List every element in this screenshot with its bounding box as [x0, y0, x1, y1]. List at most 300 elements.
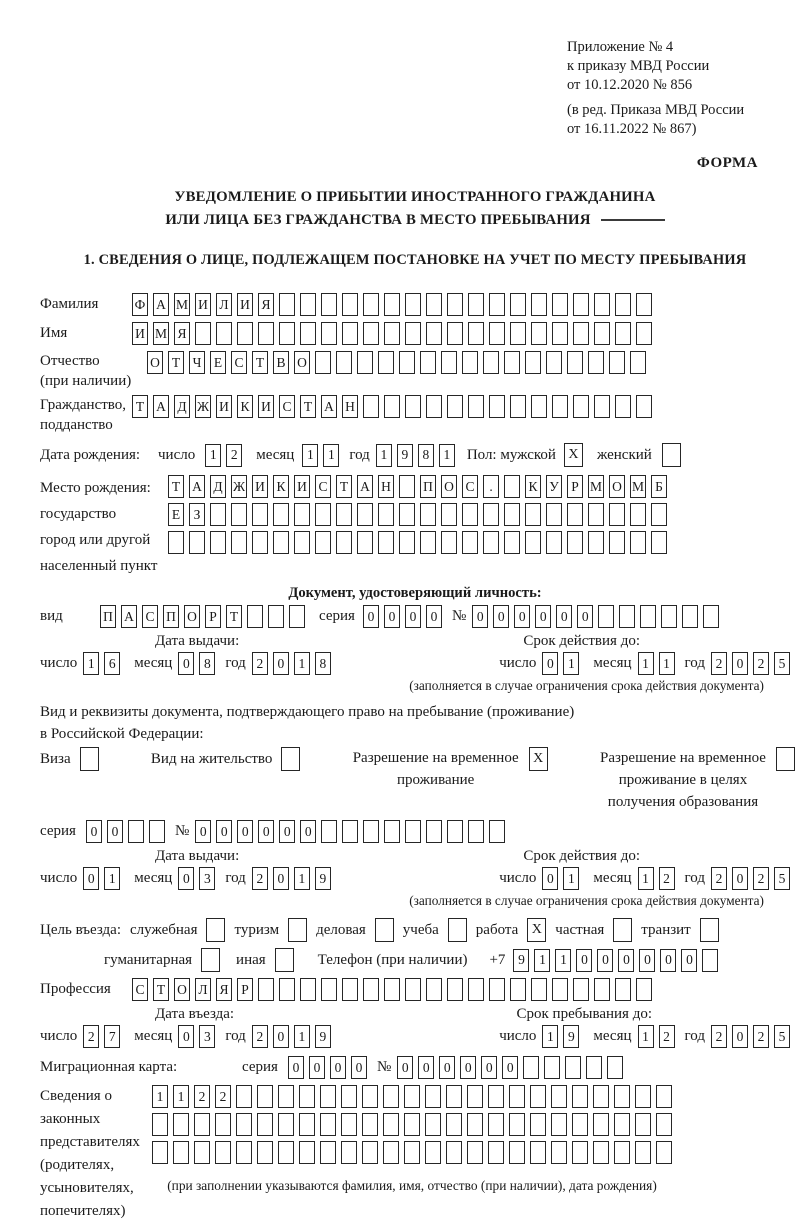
char-box[interactable]: [573, 322, 589, 345]
char-box[interactable]: [279, 322, 295, 345]
char-box[interactable]: 1: [83, 652, 99, 675]
char-box[interactable]: 9: [315, 1025, 331, 1048]
char-box[interactable]: Д: [174, 395, 190, 418]
char-box[interactable]: 0: [493, 605, 509, 628]
char-box[interactable]: [405, 978, 421, 1001]
char-box[interactable]: [488, 1141, 504, 1164]
char-box[interactable]: [567, 531, 583, 554]
char-box[interactable]: [446, 1141, 462, 1164]
char-box[interactable]: [405, 322, 421, 345]
char-box[interactable]: 1: [302, 444, 318, 467]
char-box[interactable]: Р: [567, 475, 583, 498]
char-box[interactable]: [252, 531, 268, 554]
char-box[interactable]: [384, 395, 400, 418]
char-box[interactable]: 0: [639, 949, 655, 972]
char-box[interactable]: [598, 605, 614, 628]
char-box[interactable]: [572, 1141, 588, 1164]
char-box[interactable]: [467, 1113, 483, 1136]
char-box[interactable]: [462, 351, 478, 374]
char-box[interactable]: [509, 1141, 525, 1164]
char-box[interactable]: 1: [439, 444, 455, 467]
char-box[interactable]: 2: [711, 867, 727, 890]
char-box[interactable]: [531, 322, 547, 345]
char-box[interactable]: [447, 820, 463, 843]
char-box[interactable]: [425, 1085, 441, 1108]
char-box[interactable]: И: [258, 395, 274, 418]
char-box[interactable]: [510, 978, 526, 1001]
char-box[interactable]: 0: [83, 867, 99, 890]
char-box[interactable]: [446, 1113, 462, 1136]
char-box[interactable]: А: [153, 293, 169, 316]
purpose-transit-checkbox[interactable]: [700, 918, 719, 942]
char-box[interactable]: [362, 1085, 378, 1108]
char-box[interactable]: [384, 293, 400, 316]
char-box[interactable]: [630, 503, 646, 526]
char-box[interactable]: И: [195, 293, 211, 316]
char-box[interactable]: 0: [86, 820, 102, 843]
purpose-tourism-checkbox[interactable]: [288, 918, 307, 942]
char-box[interactable]: С: [231, 351, 247, 374]
char-box[interactable]: 0: [363, 605, 379, 628]
char-box[interactable]: 2: [753, 652, 769, 675]
char-box[interactable]: 0: [330, 1056, 346, 1079]
char-box[interactable]: 0: [542, 652, 558, 675]
char-box[interactable]: 2: [659, 867, 675, 890]
char-box[interactable]: [384, 978, 400, 1001]
char-box[interactable]: 0: [514, 605, 530, 628]
char-box[interactable]: Т: [168, 351, 184, 374]
char-box[interactable]: М: [630, 475, 646, 498]
char-box[interactable]: И: [216, 395, 232, 418]
char-box[interactable]: [336, 503, 352, 526]
char-box[interactable]: М: [174, 293, 190, 316]
char-box[interactable]: 3: [199, 867, 215, 890]
char-box[interactable]: [362, 1141, 378, 1164]
char-box[interactable]: 1: [104, 867, 120, 890]
char-box[interactable]: [173, 1113, 189, 1136]
char-box[interactable]: [565, 1056, 581, 1079]
char-box[interactable]: [530, 1141, 546, 1164]
char-box[interactable]: О: [441, 475, 457, 498]
char-box[interactable]: 0: [472, 605, 488, 628]
char-box[interactable]: [300, 978, 316, 1001]
char-box[interactable]: [447, 322, 463, 345]
char-box[interactable]: [531, 978, 547, 1001]
char-box[interactable]: [321, 820, 337, 843]
char-box[interactable]: 2: [215, 1085, 231, 1108]
char-box[interactable]: [321, 978, 337, 1001]
char-box[interactable]: [509, 1085, 525, 1108]
char-box[interactable]: [544, 1056, 560, 1079]
char-box[interactable]: 0: [577, 605, 593, 628]
char-box[interactable]: 0: [502, 1056, 518, 1079]
sex-male-checkbox[interactable]: X: [564, 443, 583, 467]
char-box[interactable]: [483, 531, 499, 554]
char-box[interactable]: [441, 531, 457, 554]
char-box[interactable]: 1: [152, 1085, 168, 1108]
char-box[interactable]: 2: [194, 1085, 210, 1108]
char-box[interactable]: [489, 293, 505, 316]
char-box[interactable]: 0: [195, 820, 211, 843]
char-box[interactable]: И: [294, 475, 310, 498]
char-box[interactable]: [236, 1141, 252, 1164]
char-box[interactable]: 2: [252, 652, 268, 675]
char-box[interactable]: Т: [132, 395, 148, 418]
char-box[interactable]: [468, 293, 484, 316]
char-box[interactable]: [363, 395, 379, 418]
char-box[interactable]: Я: [216, 978, 232, 1001]
char-box[interactable]: 2: [659, 1025, 675, 1048]
char-box[interactable]: [615, 322, 631, 345]
char-box[interactable]: [614, 1113, 630, 1136]
char-box[interactable]: 0: [300, 820, 316, 843]
char-box[interactable]: [237, 322, 253, 345]
sex-female-checkbox[interactable]: [662, 443, 681, 467]
char-box[interactable]: 2: [753, 1025, 769, 1048]
char-box[interactable]: [607, 1056, 623, 1079]
char-box[interactable]: [258, 322, 274, 345]
char-box[interactable]: [656, 1141, 672, 1164]
char-box[interactable]: [384, 820, 400, 843]
char-box[interactable]: 0: [258, 820, 274, 843]
char-box[interactable]: [635, 1085, 651, 1108]
char-box[interactable]: 0: [597, 949, 613, 972]
char-box[interactable]: У: [546, 475, 562, 498]
char-box[interactable]: [468, 820, 484, 843]
char-box[interactable]: 1: [173, 1085, 189, 1108]
char-box[interactable]: [216, 322, 232, 345]
char-box[interactable]: [320, 1113, 336, 1136]
char-box[interactable]: 0: [351, 1056, 367, 1079]
char-box[interactable]: Л: [216, 293, 232, 316]
char-box[interactable]: [635, 1141, 651, 1164]
purpose-work-checkbox[interactable]: X: [527, 918, 546, 942]
char-box[interactable]: 0: [535, 605, 551, 628]
char-box[interactable]: [504, 351, 520, 374]
char-box[interactable]: [552, 395, 568, 418]
char-box[interactable]: 2: [252, 867, 268, 890]
char-box[interactable]: [682, 605, 698, 628]
char-box[interactable]: [525, 503, 541, 526]
purpose-official-checkbox[interactable]: [206, 918, 225, 942]
char-box[interactable]: О: [184, 605, 200, 628]
char-box[interactable]: [258, 978, 274, 1001]
char-box[interactable]: [630, 351, 646, 374]
char-box[interactable]: [300, 322, 316, 345]
char-box[interactable]: А: [189, 475, 205, 498]
char-box[interactable]: [483, 351, 499, 374]
char-box[interactable]: [567, 503, 583, 526]
char-box[interactable]: Н: [342, 395, 358, 418]
char-box[interactable]: [252, 503, 268, 526]
char-box[interactable]: [504, 475, 520, 498]
char-box[interactable]: 0: [732, 1025, 748, 1048]
char-box[interactable]: [149, 820, 165, 843]
char-box[interactable]: [404, 1141, 420, 1164]
char-box[interactable]: 0: [178, 652, 194, 675]
char-box[interactable]: [552, 978, 568, 1001]
char-box[interactable]: [462, 503, 478, 526]
char-box[interactable]: [567, 351, 583, 374]
char-box[interactable]: [315, 503, 331, 526]
char-box[interactable]: [441, 351, 457, 374]
char-box[interactable]: [483, 503, 499, 526]
char-box[interactable]: [593, 1085, 609, 1108]
char-box[interactable]: [489, 395, 505, 418]
char-box[interactable]: 1: [294, 652, 310, 675]
purpose-private-checkbox[interactable]: [613, 918, 632, 942]
char-box[interactable]: [299, 1113, 315, 1136]
char-box[interactable]: [362, 1113, 378, 1136]
char-box[interactable]: 0: [216, 820, 232, 843]
char-box[interactable]: [551, 1085, 567, 1108]
char-box[interactable]: 1: [563, 652, 579, 675]
char-box[interactable]: Т: [336, 475, 352, 498]
char-box[interactable]: М: [588, 475, 604, 498]
char-box[interactable]: [661, 605, 677, 628]
char-box[interactable]: [173, 1141, 189, 1164]
char-box[interactable]: 1: [638, 1025, 654, 1048]
char-box[interactable]: М: [153, 322, 169, 345]
char-box[interactable]: [321, 322, 337, 345]
char-box[interactable]: С: [279, 395, 295, 418]
char-box[interactable]: [546, 351, 562, 374]
char-box[interactable]: 0: [660, 949, 676, 972]
char-box[interactable]: [405, 395, 421, 418]
char-box[interactable]: [279, 293, 295, 316]
char-box[interactable]: [552, 293, 568, 316]
char-box[interactable]: А: [357, 475, 373, 498]
char-box[interactable]: [615, 293, 631, 316]
char-box[interactable]: [619, 605, 635, 628]
char-box[interactable]: Д: [210, 475, 226, 498]
char-box[interactable]: Т: [168, 475, 184, 498]
char-box[interactable]: [399, 503, 415, 526]
purpose-study-checkbox[interactable]: [448, 918, 467, 942]
purpose-other-checkbox[interactable]: [275, 948, 294, 972]
char-box[interactable]: П: [100, 605, 116, 628]
char-box[interactable]: 0: [384, 605, 400, 628]
char-box[interactable]: Е: [210, 351, 226, 374]
char-box[interactable]: З: [189, 503, 205, 526]
char-box[interactable]: 5: [774, 652, 790, 675]
char-box[interactable]: [341, 1141, 357, 1164]
char-box[interactable]: [636, 322, 652, 345]
char-box[interactable]: [426, 293, 442, 316]
char-box[interactable]: [357, 531, 373, 554]
char-box[interactable]: [342, 322, 358, 345]
char-box[interactable]: [194, 1113, 210, 1136]
char-box[interactable]: [420, 503, 436, 526]
char-box[interactable]: [630, 531, 646, 554]
char-box[interactable]: [342, 820, 358, 843]
char-box[interactable]: 8: [315, 652, 331, 675]
char-box[interactable]: О: [147, 351, 163, 374]
char-box[interactable]: [363, 978, 379, 1001]
char-box[interactable]: [702, 949, 718, 972]
char-box[interactable]: [588, 503, 604, 526]
char-box[interactable]: [656, 1113, 672, 1136]
char-box[interactable]: [341, 1085, 357, 1108]
char-box[interactable]: [236, 1085, 252, 1108]
char-box[interactable]: [425, 1141, 441, 1164]
char-box[interactable]: [363, 293, 379, 316]
char-box[interactable]: 0: [439, 1056, 455, 1079]
char-box[interactable]: П: [420, 475, 436, 498]
char-box[interactable]: [468, 322, 484, 345]
char-box[interactable]: [257, 1085, 273, 1108]
char-box[interactable]: 0: [279, 820, 295, 843]
char-box[interactable]: [588, 531, 604, 554]
char-box[interactable]: Ж: [231, 475, 247, 498]
visa-checkbox[interactable]: [80, 747, 99, 771]
char-box[interactable]: 9: [315, 867, 331, 890]
char-box[interactable]: [426, 395, 442, 418]
char-box[interactable]: 0: [405, 605, 421, 628]
char-box[interactable]: [299, 1085, 315, 1108]
char-box[interactable]: [378, 531, 394, 554]
char-box[interactable]: 2: [226, 444, 242, 467]
char-box[interactable]: [510, 322, 526, 345]
char-box[interactable]: [399, 351, 415, 374]
char-box[interactable]: [467, 1141, 483, 1164]
char-box[interactable]: 1: [563, 867, 579, 890]
char-box[interactable]: [357, 503, 373, 526]
char-box[interactable]: [593, 1113, 609, 1136]
char-box[interactable]: [530, 1113, 546, 1136]
char-box[interactable]: [195, 322, 211, 345]
char-box[interactable]: [489, 322, 505, 345]
char-box[interactable]: [468, 978, 484, 1001]
char-box[interactable]: [609, 351, 625, 374]
char-box[interactable]: Р: [237, 978, 253, 1001]
char-box[interactable]: А: [153, 395, 169, 418]
char-box[interactable]: 9: [563, 1025, 579, 1048]
char-box[interactable]: [510, 293, 526, 316]
char-box[interactable]: Б: [651, 475, 667, 498]
char-box[interactable]: [468, 395, 484, 418]
char-box[interactable]: [640, 605, 656, 628]
char-box[interactable]: [342, 293, 358, 316]
char-box[interactable]: [509, 1113, 525, 1136]
char-box[interactable]: [651, 503, 667, 526]
char-box[interactable]: [635, 1113, 651, 1136]
char-box[interactable]: [378, 351, 394, 374]
char-box[interactable]: [594, 978, 610, 1001]
char-box[interactable]: [426, 978, 442, 1001]
char-box[interactable]: [609, 531, 625, 554]
char-box[interactable]: 2: [711, 652, 727, 675]
char-box[interactable]: К: [237, 395, 253, 418]
char-box[interactable]: Т: [252, 351, 268, 374]
char-box[interactable]: [594, 293, 610, 316]
char-box[interactable]: 0: [481, 1056, 497, 1079]
char-box[interactable]: 1: [555, 949, 571, 972]
char-box[interactable]: [551, 1113, 567, 1136]
char-box[interactable]: Т: [153, 978, 169, 1001]
char-box[interactable]: 0: [418, 1056, 434, 1079]
char-box[interactable]: [128, 820, 144, 843]
char-box[interactable]: [342, 978, 358, 1001]
char-box[interactable]: [573, 978, 589, 1001]
char-box[interactable]: [300, 293, 316, 316]
char-box[interactable]: 1: [205, 444, 221, 467]
char-box[interactable]: 0: [732, 867, 748, 890]
char-box[interactable]: [525, 351, 541, 374]
purpose-humanitarian-checkbox[interactable]: [201, 948, 220, 972]
char-box[interactable]: 5: [774, 1025, 790, 1048]
char-box[interactable]: [489, 820, 505, 843]
char-box[interactable]: 1: [638, 652, 654, 675]
temp-residence-education-checkbox[interactable]: [776, 747, 795, 771]
char-box[interactable]: [447, 978, 463, 1001]
residence-permit-checkbox[interactable]: [281, 747, 300, 771]
char-box[interactable]: [462, 531, 478, 554]
char-box[interactable]: О: [609, 475, 625, 498]
char-box[interactable]: [530, 1085, 546, 1108]
char-box[interactable]: Н: [378, 475, 394, 498]
char-box[interactable]: [489, 978, 505, 1001]
char-box[interactable]: [231, 531, 247, 554]
char-box[interactable]: Т: [226, 605, 242, 628]
char-box[interactable]: [504, 503, 520, 526]
char-box[interactable]: [152, 1141, 168, 1164]
char-box[interactable]: [588, 351, 604, 374]
char-box[interactable]: К: [273, 475, 289, 498]
char-box[interactable]: [551, 1141, 567, 1164]
char-box[interactable]: 5: [774, 867, 790, 890]
char-box[interactable]: С: [462, 475, 478, 498]
char-box[interactable]: 3: [199, 1025, 215, 1048]
char-box[interactable]: Ф: [132, 293, 148, 316]
char-box[interactable]: [168, 531, 184, 554]
char-box[interactable]: [636, 395, 652, 418]
char-box[interactable]: [231, 503, 247, 526]
char-box[interactable]: Л: [195, 978, 211, 1001]
char-box[interactable]: [273, 503, 289, 526]
char-box[interactable]: 0: [273, 867, 289, 890]
char-box[interactable]: 9: [513, 949, 529, 972]
temp-residence-checkbox[interactable]: X: [529, 747, 548, 771]
char-box[interactable]: 1: [294, 867, 310, 890]
char-box[interactable]: [420, 351, 436, 374]
char-box[interactable]: [614, 1141, 630, 1164]
char-box[interactable]: С: [132, 978, 148, 1001]
char-box[interactable]: [278, 1113, 294, 1136]
char-box[interactable]: [586, 1056, 602, 1079]
char-box[interactable]: [510, 395, 526, 418]
char-box[interactable]: [573, 293, 589, 316]
char-box[interactable]: 0: [178, 1025, 194, 1048]
char-box[interactable]: 2: [753, 867, 769, 890]
char-box[interactable]: [523, 1056, 539, 1079]
char-box[interactable]: [278, 1085, 294, 1108]
char-box[interactable]: [321, 293, 337, 316]
char-box[interactable]: 7: [104, 1025, 120, 1048]
char-box[interactable]: 1: [294, 1025, 310, 1048]
char-box[interactable]: [341, 1113, 357, 1136]
char-box[interactable]: [420, 531, 436, 554]
char-box[interactable]: [425, 1113, 441, 1136]
char-box[interactable]: 1: [638, 867, 654, 890]
char-box[interactable]: 2: [252, 1025, 268, 1048]
char-box[interactable]: О: [294, 351, 310, 374]
char-box[interactable]: [294, 531, 310, 554]
char-box[interactable]: Е: [168, 503, 184, 526]
char-box[interactable]: 0: [178, 867, 194, 890]
char-box[interactable]: [525, 531, 541, 554]
char-box[interactable]: [651, 531, 667, 554]
